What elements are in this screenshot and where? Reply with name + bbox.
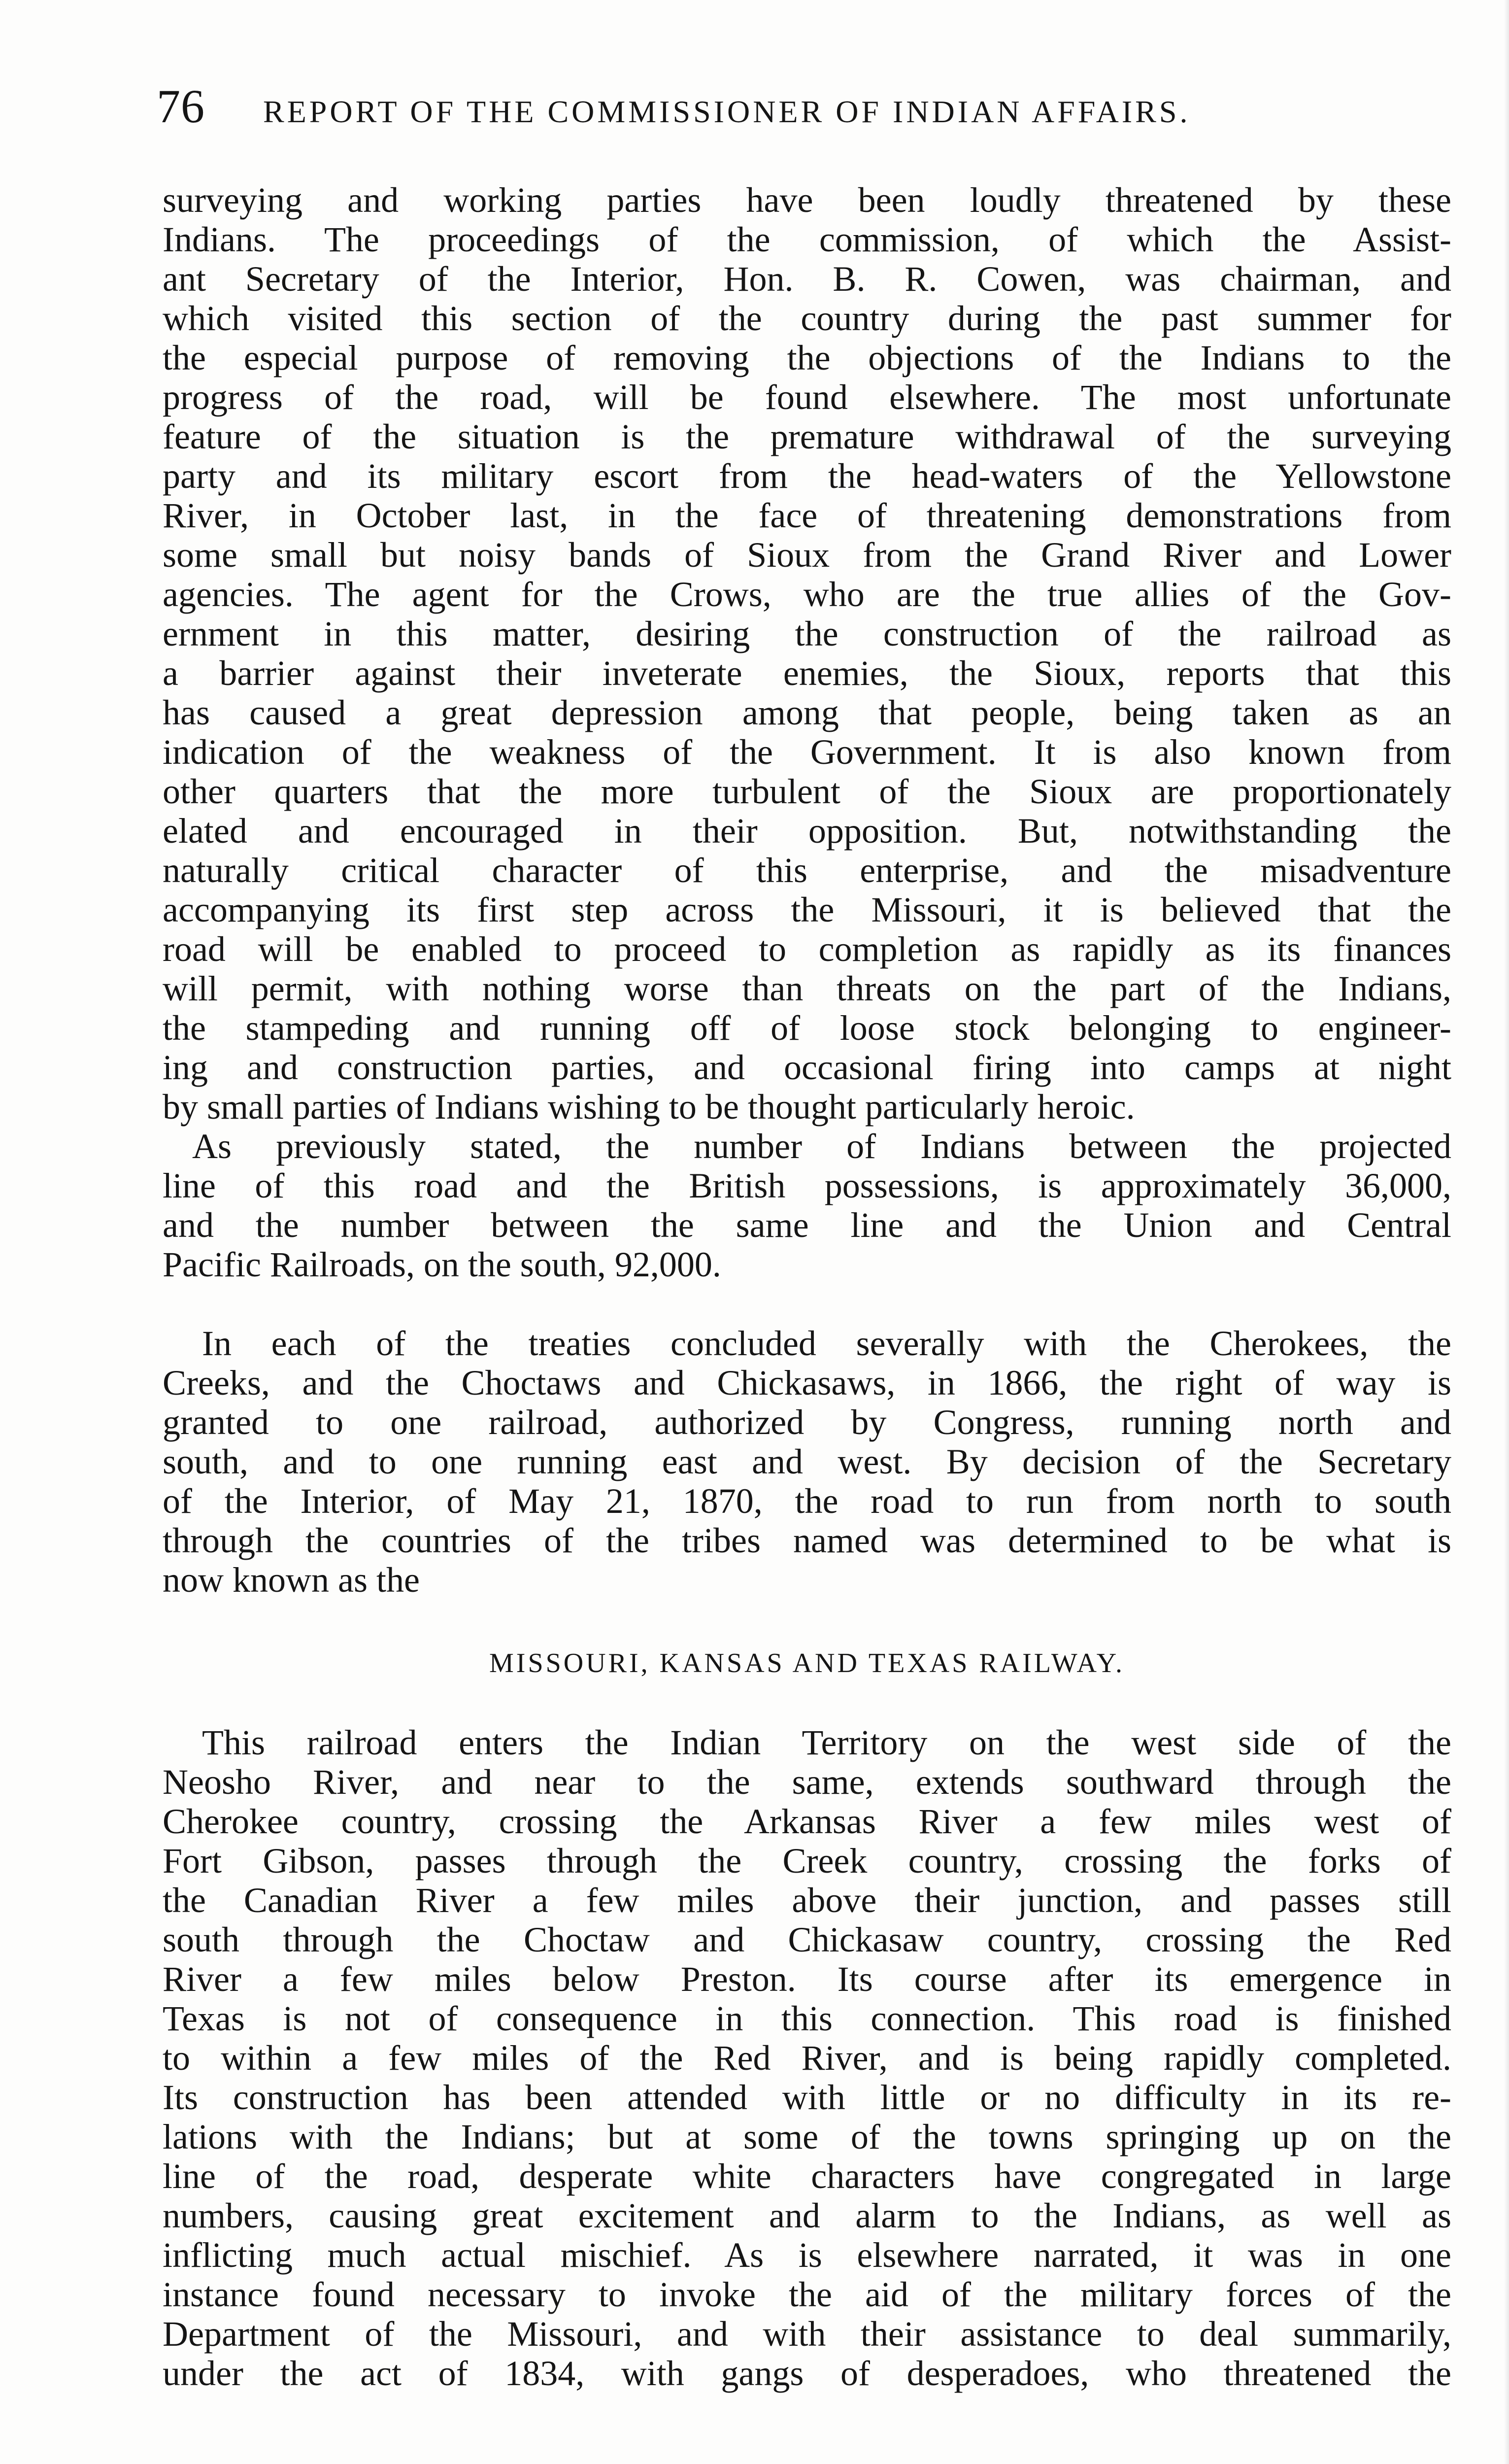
text-line: numbers, causing great excitement and alarm to the Indians, as well as <box>163 2196 1451 2235</box>
text-line: party and its military escort from the head-waters of the Yellowstone <box>163 456 1451 496</box>
text-line: Texas is not of consequence in this connection. This road is finished <box>163 1999 1451 2038</box>
page-edge-shadow <box>1504 0 1509 2464</box>
text-line: instance found necessary to invoke the aid of the military forces of the <box>163 2275 1451 2314</box>
text-line: through the countries of the tribes named was determined to be what is <box>163 1521 1451 1560</box>
page-number: 76 <box>157 80 205 133</box>
text-line: line of the road, desperate white characters have congregated in large <box>163 2156 1451 2196</box>
text-line: In each of the treaties concluded severally with the Cherokees, the <box>202 1324 1451 1363</box>
text-line: some small but noisy bands of Sioux from the Grand River and Lower <box>163 535 1451 575</box>
text-line: the stampeding and running off of loose stock belonging to engineer- <box>163 1008 1451 1048</box>
text-line: the especial purpose of removing the objections of the Indians to the <box>163 338 1451 377</box>
text-line: agencies. The agent for the Crows, who are the true allies of the Gov- <box>163 575 1451 614</box>
text-line: has caused a great depression among that people, being taken as an <box>163 693 1451 732</box>
text-line: ant Secretary of the Interior, Hon. B. R. Cowen, was chairman, and <box>163 259 1451 299</box>
text-line: accompanying its first step across the Missouri, it is believed that the <box>163 890 1451 929</box>
text-line: Creeks, and the Choctaws and Chickasaws, in 1866, the right of way is <box>163 1363 1451 1403</box>
text-line: other quarters that the more turbulent of the Sioux are proportionately <box>163 772 1451 811</box>
paragraph-indian-population <box>163 1127 1451 1284</box>
text-line: Its construction has been attended with little or no difficulty in its re- <box>163 2078 1451 2117</box>
text-line: line of this road and the British possessions, is approximately 36,000, <box>163 1166 1451 1205</box>
text-line: progress of the road, will be found elsewhere. The most unfortunate <box>163 377 1451 417</box>
section-heading: MISSOURI, KANSAS AND TEXAS RAILWAY. <box>489 1648 1125 1678</box>
text-line: granted to one railroad, authorized by Congress, running north and <box>163 1403 1451 1442</box>
text-line: indication of the weakness of the Government. It is also known from <box>163 732 1451 772</box>
text-line: road will be enabled to proceed to completion as rapidly as its finances <box>163 929 1451 969</box>
text-line: Neosho River, and near to the same, extends southward through the <box>163 1762 1451 1802</box>
text-line: of the Interior, of May 21, 1870, the road to run from north to south <box>163 1481 1451 1521</box>
text-line: to within a few miles of the Red River, and is being rapidly completed. <box>163 2038 1451 2078</box>
text-line: south, and to one running east and west. By decision of the Secretary <box>163 1442 1451 1481</box>
text-line: will permit, with nothing worse than threats on the part of the Indians, <box>163 969 1451 1008</box>
text-line: Pacific Railroads, on the south, 92,000. <box>163 1245 721 1284</box>
text-line: Department of the Missouri, and with their assistance to deal summarily, <box>163 2314 1451 2354</box>
paragraph-mkt-railway-route <box>163 1723 1451 2393</box>
text-line: Indians. The proceedings of the commission, of which the Assist- <box>163 220 1451 259</box>
text-line: River, in October last, in the face of threatening demonstrations from <box>163 496 1451 535</box>
page-header <box>157 80 1349 152</box>
text-line: As previously stated, the number of Indians between the projected <box>192 1127 1451 1166</box>
text-line: which visited this section of the country during the past summer for <box>163 299 1451 338</box>
paragraph-continued-railroad-threats <box>163 180 1451 1127</box>
text-line: surveying and working parties have been loudly threatened by these <box>163 180 1451 220</box>
text-line: This railroad enters the Indian Territory on the west side of the <box>202 1723 1451 1762</box>
text-line: and the number between the same line and the Union and Central <box>163 1205 1451 1245</box>
text-line: now known as the <box>163 1560 420 1600</box>
text-line: by small parties of Indians wishing to be thought particularly heroic. <box>163 1087 1135 1127</box>
text-line: south through the Choctaw and Chickasaw country, crossing the Red <box>163 1920 1451 1959</box>
text-line: Fort Gibson, passes through the Creek country, crossing the forks of <box>163 1841 1451 1881</box>
text-line: naturally critical character of this enterprise, and the misadventure <box>163 851 1451 890</box>
text-line: a barrier against their inveterate enemies, the Sioux, reports that this <box>163 653 1451 693</box>
running-title: REPORT OF THE COMMISSIONER OF INDIAN AFFAIRS. <box>263 94 1191 129</box>
text-line: ing and construction parties, and occasional firing into camps at night <box>163 1048 1451 1087</box>
text-line: feature of the situation is the premature withdrawal of the surveying <box>163 417 1451 456</box>
text-line: the Canadian River a few miles above their junction, and passes still <box>163 1881 1451 1920</box>
text-line: lations with the Indians; but at some of the towns springing up on the <box>163 2117 1451 2156</box>
paragraph-treaty-right-of-way <box>163 1324 1451 1600</box>
text-line: under the act of 1834, with gangs of desperadoes, who threatened the <box>163 2354 1451 2393</box>
text-line: ernment in this matter, desiring the construction of the railroad as <box>163 614 1451 653</box>
text-line: Cherokee country, crossing the Arkansas River a few miles west of <box>163 1802 1451 1841</box>
text-line: inflicting much actual mischief. As is elsewhere narrated, it was in one <box>163 2235 1451 2275</box>
text-line: elated and encouraged in their opposition. But, notwithstanding the <box>163 811 1451 851</box>
text-line: River a few miles below Preston. Its course after its emergence in <box>163 1959 1451 1999</box>
